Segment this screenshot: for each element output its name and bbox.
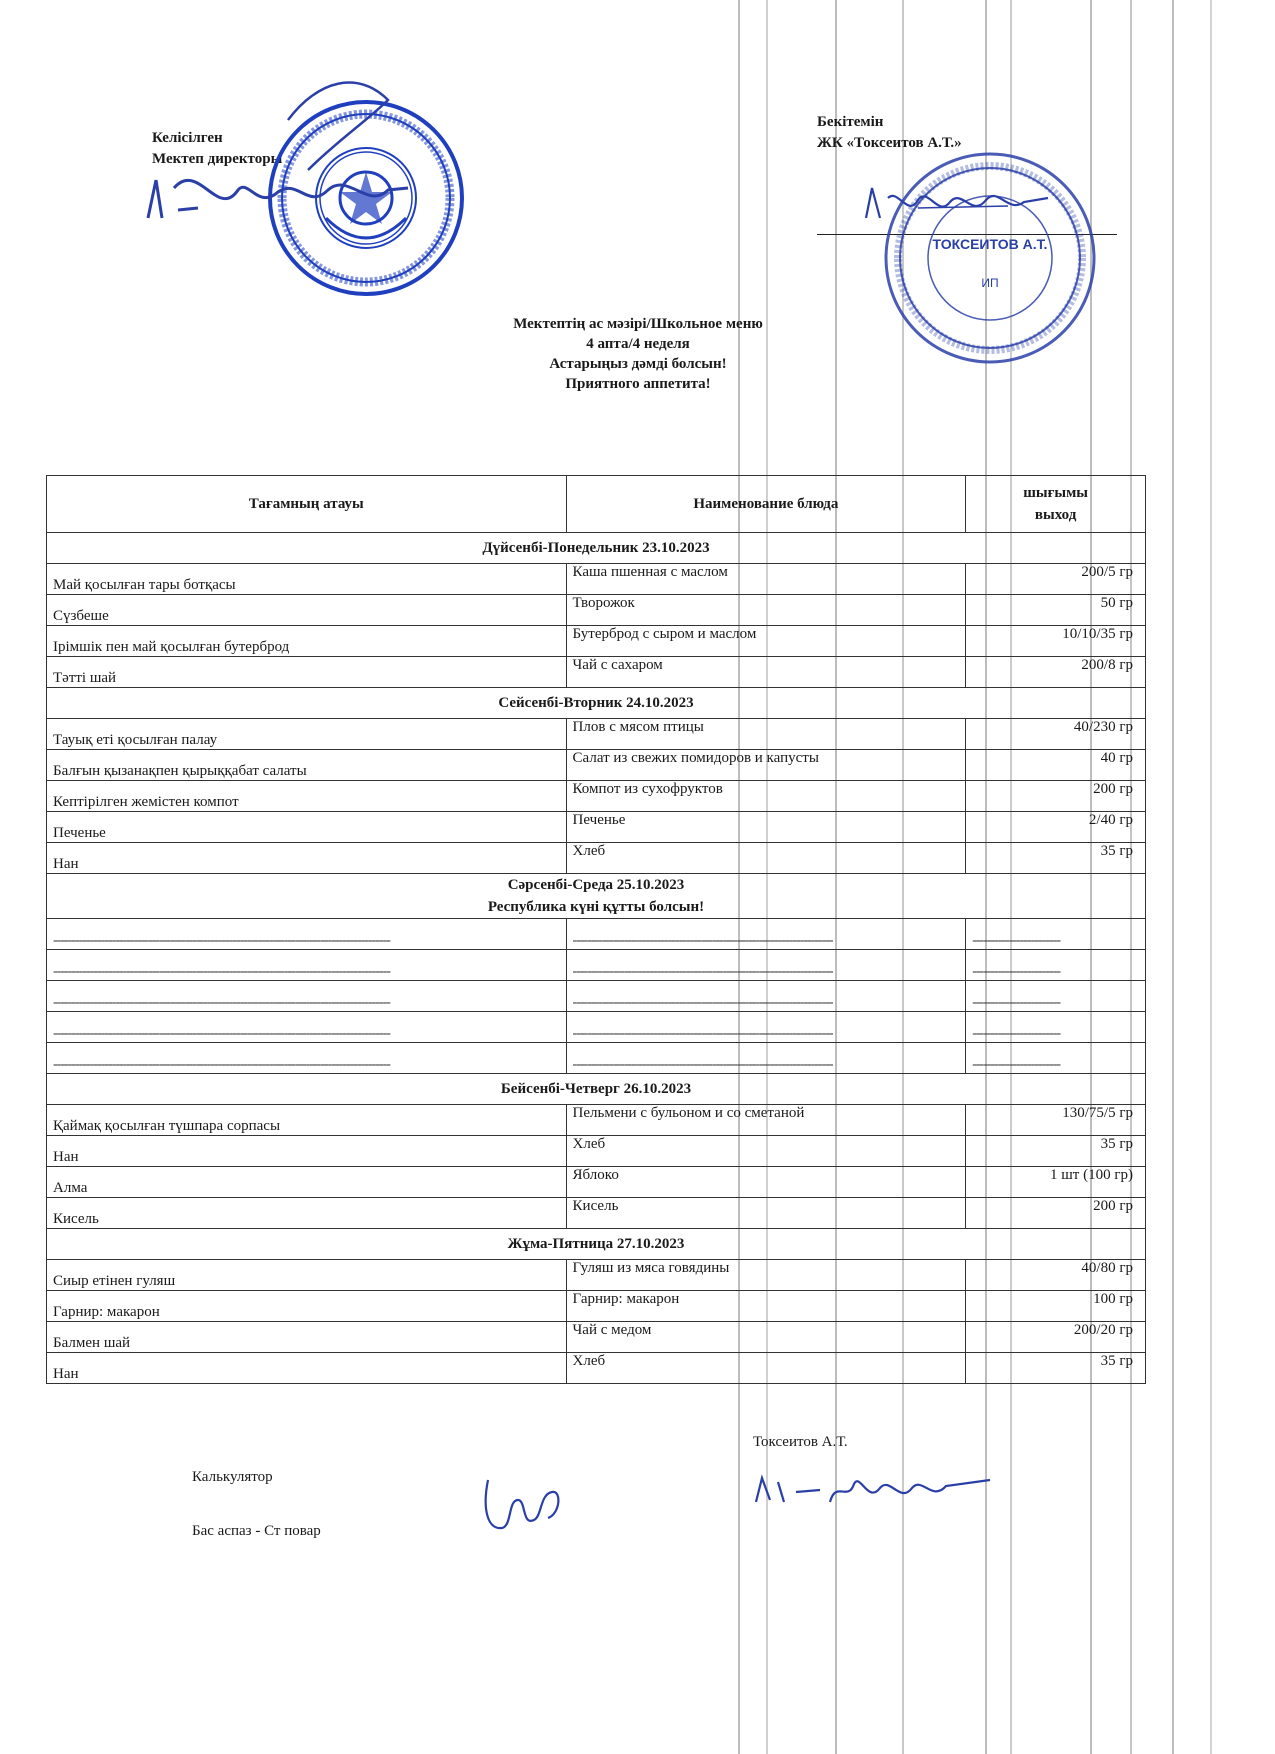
empty-row: [47, 1012, 1146, 1043]
scan-artifact: [1210, 0, 1212, 1754]
empty-row: [47, 950, 1146, 981]
dash-cell: -----------------------------------------------------------------------: [566, 981, 966, 1012]
dish-output: 40/230 гр: [966, 719, 1146, 750]
table-row: [47, 626, 1146, 657]
table-row: [47, 564, 1146, 595]
table-row: [47, 657, 1146, 688]
table-row: [47, 1136, 1146, 1167]
table-row: [47, 750, 1146, 781]
table-row: [47, 1167, 1146, 1198]
dish-ru: Хлеб: [566, 843, 966, 874]
dish-output: 35 гр: [966, 1136, 1146, 1167]
calculator-label: Калькулятор: [192, 1469, 273, 1485]
dish-kz: Нан: [47, 843, 567, 874]
approval-left-line2: Мектеп директоры: [152, 151, 283, 167]
approval-left-line1: Келісілген: [152, 130, 223, 146]
dish-kz: Кептірілген жемістен компот: [47, 781, 567, 812]
table-row: [47, 1353, 1146, 1384]
dash-cell: -----------------------------------------------------------------------: [566, 1012, 966, 1043]
dish-ru: Каша пшенная с маслом: [566, 564, 966, 595]
dish-output: 35 гр: [966, 843, 1146, 874]
table-row: [47, 595, 1146, 626]
holiday-greeting: Республика күні құтты болсын!: [487, 899, 705, 915]
dish-kz: Сиыр етінен гуляш: [47, 1260, 567, 1291]
dish-kz: Ірімшік пен май қосылған бутерброд: [47, 626, 567, 657]
dash-cell: ------------------------: [966, 981, 1146, 1012]
dish-ru: Салат из свежих помидоров и капусты: [566, 750, 966, 781]
table-row: [47, 719, 1146, 750]
empty-row: [47, 1043, 1146, 1074]
director-signature-icon: [138, 60, 438, 260]
dish-ru: Плов с мясом птицы: [566, 719, 966, 750]
entrepreneur-signature-icon: [858, 178, 1058, 238]
chef-signature-icon: [478, 1470, 568, 1540]
stamp-type: ИП: [981, 276, 999, 290]
header-output-kz: шығымы: [1023, 485, 1089, 501]
table-row: [47, 812, 1146, 843]
dish-kz: Алма: [47, 1167, 567, 1198]
day-title: Дүйсенбі-Понедельник 23.10.2023: [47, 533, 1146, 564]
empty-row: [47, 919, 1146, 950]
scan-artifact: [1172, 0, 1174, 1754]
day-row-thursday: [47, 1074, 1146, 1105]
chef-label: Бас аспаз - Ст повар: [192, 1523, 321, 1539]
dash-cell: --------------------------------------------------------------------------------------------: [47, 919, 567, 950]
dish-output: 200/8 гр: [966, 657, 1146, 688]
dash-cell: ------------------------: [966, 950, 1146, 981]
table-row: [47, 1291, 1146, 1322]
dash-cell: -----------------------------------------------------------------------: [566, 919, 966, 950]
dish-ru: Гарнир: макарон: [566, 1291, 966, 1322]
dish-kz: Тауық еті қосылған палау: [47, 719, 567, 750]
dish-output: 2/40 гр: [966, 812, 1146, 843]
table-row: [47, 843, 1146, 874]
dish-ru: Компот из сухофруктов: [566, 781, 966, 812]
dish-ru: Хлеб: [566, 1353, 966, 1384]
dish-ru: Пельмени с бульоном и со сметаной: [566, 1105, 966, 1136]
header-output: [966, 476, 1146, 533]
table-row: [47, 781, 1146, 812]
dash-cell: ------------------------: [966, 919, 1146, 950]
title-line2: 4 апта/4 неделя: [586, 336, 690, 352]
day-title: Бейсенбі-Четверг 26.10.2023: [47, 1074, 1146, 1105]
day-row-monday: [47, 533, 1146, 564]
title-line3: Астарыңыз дәмді болсын!: [549, 356, 727, 372]
dash-cell: --------------------------------------------------------------------------------------------: [47, 950, 567, 981]
header-kz: Тағамның атауы: [47, 476, 567, 533]
dish-ru: Чай с медом: [566, 1322, 966, 1353]
dish-kz: Кисель: [47, 1198, 567, 1229]
table-row: [47, 1198, 1146, 1229]
day-title: Сейсенбі-Вторник 24.10.2023: [47, 688, 1146, 719]
dish-ru: Хлеб: [566, 1136, 966, 1167]
dash-cell: --------------------------------------------------------------------------------------------: [47, 981, 567, 1012]
dish-kz: Сүзбеше: [47, 595, 567, 626]
dish-output: 10/10/35 гр: [966, 626, 1146, 657]
calculator-signature-icon: [750, 1462, 1000, 1522]
dish-output: 200 гр: [966, 781, 1146, 812]
dash-cell: -----------------------------------------------------------------------: [566, 950, 966, 981]
dish-ru: Кисель: [566, 1198, 966, 1229]
dish-kz: Нан: [47, 1353, 567, 1384]
dish-kz: Нан: [47, 1136, 567, 1167]
table-row: [47, 1260, 1146, 1291]
dish-output: 40/80 гр: [966, 1260, 1146, 1291]
table-row: [47, 1322, 1146, 1353]
title-line1: Мектептің ас мәзірі/Школьное меню: [513, 316, 763, 332]
empty-row: [47, 981, 1146, 1012]
dish-output: 100 гр: [966, 1291, 1146, 1322]
dash-cell: --------------------------------------------------------------------------------------------: [47, 1012, 567, 1043]
menu-table: [46, 475, 1146, 1384]
calculator-name: Токсеитов А.Т.: [753, 1434, 848, 1450]
dish-kz: Балмен шай: [47, 1322, 567, 1353]
day-row-friday: [47, 1229, 1146, 1260]
title-line4: Приятного аппетита!: [565, 376, 711, 392]
dish-output: 35 гр: [966, 1353, 1146, 1384]
dash-cell: ------------------------: [966, 1012, 1146, 1043]
dish-output: 130/75/5 гр: [966, 1105, 1146, 1136]
approval-right-line2: ЖК «Токсеитов А.Т.»: [817, 135, 962, 151]
dish-output: 40 гр: [966, 750, 1146, 781]
dish-kz: Гарнир: макарон: [47, 1291, 567, 1322]
dish-kz: Балғын қызанақпен қырыққабат салаты: [47, 750, 567, 781]
dish-ru: Гуляш из мяса говядины: [566, 1260, 966, 1291]
dish-ru: Печенье: [566, 812, 966, 843]
dish-kz: Май қосылған тары ботқасы: [47, 564, 567, 595]
dish-output: 200/5 гр: [966, 564, 1146, 595]
stamp-name: ТОКСЕИТОВ А.Т.: [932, 236, 1048, 252]
table-header-row: [47, 476, 1146, 533]
approval-right-line1: Бекітемін: [817, 114, 884, 130]
dish-ru: Творожок: [566, 595, 966, 626]
dish-output: 1 шт (100 гр): [966, 1167, 1146, 1198]
day-title: Жұма-Пятница 27.10.2023: [47, 1229, 1146, 1260]
dish-output: 200/20 гр: [966, 1322, 1146, 1353]
dish-output: 50 гр: [966, 595, 1146, 626]
dash-cell: -----------------------------------------------------------------------: [566, 1043, 966, 1074]
dash-cell: --------------------------------------------------------------------------------------------: [47, 1043, 567, 1074]
holiday-cell: [47, 874, 1146, 919]
table-row: [47, 1105, 1146, 1136]
menu-title: [388, 314, 888, 394]
day-row-tuesday: [47, 688, 1146, 719]
dash-cell: ------------------------: [966, 1043, 1146, 1074]
dish-ru: Яблоко: [566, 1167, 966, 1198]
dish-kz: Печенье: [47, 812, 567, 843]
dish-output: 200 гр: [966, 1198, 1146, 1229]
dish-ru: Чай с сахаром: [566, 657, 966, 688]
header-ru: Наименование блюда: [566, 476, 966, 533]
header-output-ru: выход: [1034, 507, 1077, 523]
dish-kz: Тәтті шай: [47, 657, 567, 688]
dish-kz: Қаймақ қосылған түшпара сорпасы: [47, 1105, 567, 1136]
day-title: Сәрсенбі-Среда 25.10.2023: [507, 877, 685, 893]
footer-signatories: [192, 1450, 321, 1558]
dish-ru: Бутерброд с сыром и маслом: [566, 626, 966, 657]
day-row-wednesday: [47, 874, 1146, 919]
